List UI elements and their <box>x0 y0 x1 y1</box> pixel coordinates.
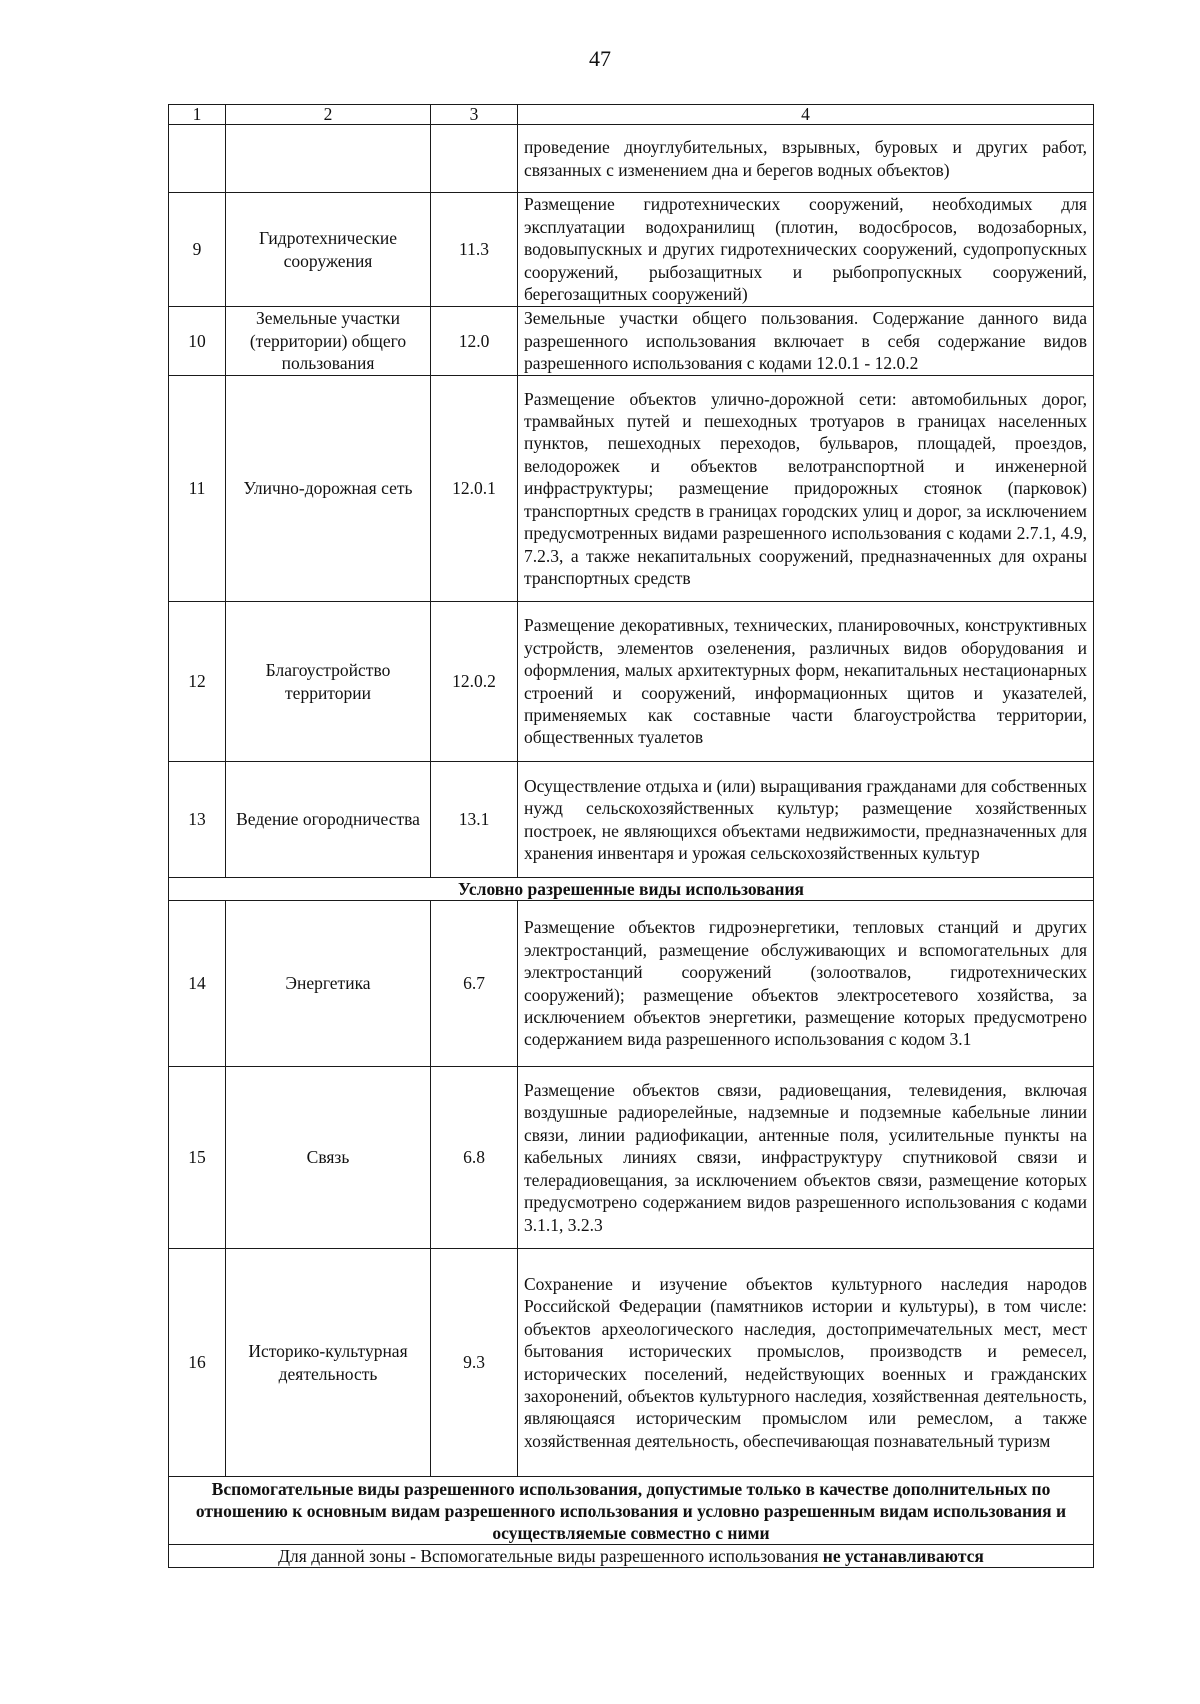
use-type-code: 13.1 <box>431 762 518 878</box>
use-type-code: 12.0.1 <box>431 376 518 602</box>
use-type-code: 12.0 <box>431 307 518 376</box>
use-type-description: Осуществление отдыха и (или) выращивания гражданами для собственных нужд сельскохозяйственных культур; размещение хозяйственных построек, не являющихся объектами недвижимости, предназначенных для хранения инвентаря и урожая сельскохозяйственных культур <box>518 762 1094 878</box>
land-use-table <box>168 104 1094 1568</box>
use-type-description: проведение дноуглубительных, взрывных, буровых и других работ, связанных с изменением дна и берегов водных объектов) <box>518 125 1094 193</box>
use-type-name: Улично-дорожная сеть <box>226 376 431 602</box>
use-type-description: Земельные участки общего пользования. Содержание данного вида разрешенного использования включает в себя содержание видов разрешенного использования с кодами 12.0.1 - 12.0.2 <box>518 307 1094 376</box>
table-row <box>169 762 1094 878</box>
use-type-name: Гидротехнические сооружения <box>226 193 431 307</box>
column-number-row <box>169 105 1094 125</box>
use-type-code: 9.3 <box>431 1249 518 1477</box>
footer-row <box>169 1545 1094 1568</box>
use-type-code: 6.8 <box>431 1067 518 1249</box>
row-number <box>169 125 226 193</box>
use-type-description: Размещение декоративных, технических, планировочных, конструктивных устройств, элементов озеленения, различных видов оборудования и оформления, малых архитектурных форм, некапитальных нестационарных строений и сооружений, информационных щитов и указателей, применяемых как составные части благоустройства территории, общественных туалетов <box>518 602 1094 762</box>
page-number: 47 <box>589 46 611 71</box>
table-row <box>169 376 1094 602</box>
auxiliary-note-emphasis: не устанавливаются <box>822 1546 984 1566</box>
use-type-description: Размещение объектов улично-дорожной сети: автомобильных дорог, трамвайных путей и пешеходных тротуаров в границах населенных пунктов, пешеходных переходов, бульваров, площадей, проездов, велодорожек и объектов велотранспортной и инженерной инфраструктуры; размещение придорожных стоянок (парковок) транспортных средств в границах городских улиц и дорог, за исключением предусмотренных видами разрешенного использования с кодами 2.7.1, 4.9, 7.2.3, а также некапитальных сооружений, предназначенных для охраны транспортных средств <box>518 376 1094 602</box>
row-number: 11 <box>169 376 226 602</box>
use-type-description: Размещение объектов связи, радиовещания, телевидения, включая воздушные радиорелейные, надземные и подземные кабельные линии связи, линии радиофикации, антенные поля, усилительные пункты на кабельных линиях связи, инфраструктуру спутниковой связи и телерадиовещания, за исключением объектов связи, размещение которых предусмотрено содержанием видов разрешенного использования с кодами 3.1.1, 3.2.3 <box>518 1067 1094 1249</box>
column-header-4: 4 <box>518 105 1094 125</box>
use-type-description: Размещение объектов гидроэнергетики, тепловых станций и других электростанций, размещение обслуживающих и вспомогательных для электростанций сооружений (золоотвалов, гидротехнических сооружений); размещение объектов электросетевого хозяйства, за исключением объектов энергетики, размещение которых предусмотрено содержанием вида разрешенного использования с кодом 3.1 <box>518 901 1094 1067</box>
use-type-description: Сохранение и изучение объектов культурного наследия народов Российской Федерации (памятников истории и культуры), в том числе: объектов археологического наследия, достопримечательных мест, мест бытования исторических промыслов, производств и ремесел, исторических поселений, недействующих военных и гражданских захоронений, объектов культурного наследия, хозяйственная деятельность, являющаяся историческим промыслом или ремеслом, а также хозяйственная деятельность, обеспечивающая познавательный туризм <box>518 1249 1094 1477</box>
use-type-code: 11.3 <box>431 193 518 307</box>
table-row <box>169 1249 1094 1477</box>
row-number: 15 <box>169 1067 226 1249</box>
table-row <box>169 901 1094 1067</box>
column-header-3: 3 <box>431 105 518 125</box>
row-number: 10 <box>169 307 226 376</box>
table-row <box>169 193 1094 307</box>
section-conditional-title: Условно разрешенные виды использования <box>169 878 1094 901</box>
use-type-code: 6.7 <box>431 901 518 1067</box>
use-type-name: Связь <box>226 1067 431 1249</box>
use-type-name: Энергетика <box>226 901 431 1067</box>
use-type-name: Историко-культурная деятельность <box>226 1249 431 1477</box>
row-number: 14 <box>169 901 226 1067</box>
use-type-name: Земельные участки (территории) общего пользования <box>226 307 431 376</box>
column-header-2: 2 <box>226 105 431 125</box>
auxiliary-note <box>169 1545 1094 1568</box>
row-number: 9 <box>169 193 226 307</box>
table-row <box>169 307 1094 376</box>
column-header-1: 1 <box>169 105 226 125</box>
section-header-row <box>169 1477 1094 1545</box>
table-row <box>169 602 1094 762</box>
row-number: 16 <box>169 1249 226 1477</box>
section-header-row <box>169 878 1094 901</box>
use-type-name <box>226 125 431 193</box>
auxiliary-note-text: Для данной зоны - Вспомогательные виды разрешенного использования <box>278 1546 823 1566</box>
use-type-name: Ведение огородничества <box>226 762 431 878</box>
table-row <box>169 1067 1094 1249</box>
use-type-code <box>431 125 518 193</box>
table-row <box>169 125 1094 193</box>
row-number: 13 <box>169 762 226 878</box>
use-type-description: Размещение гидротехнических сооружений, необходимых для эксплуатации водохранилищ (плотин, водосбросов, водозаборных, водовыпускных и других гидротехнических сооружений, судопропускных сооружений, рыбозащитных и рыбопропускных сооружений, берегозащитных сооружений) <box>518 193 1094 307</box>
use-type-code: 12.0.2 <box>431 602 518 762</box>
row-number: 12 <box>169 602 226 762</box>
section-auxiliary-title: Вспомогательные виды разрешенного использования, допустимые только в качестве дополнительных по отношению к основным видам разрешенного использования и условно разрешенным видам использования и осуществляемые совместно с ними <box>169 1477 1094 1545</box>
use-type-name: Благоустройство территории <box>226 602 431 762</box>
